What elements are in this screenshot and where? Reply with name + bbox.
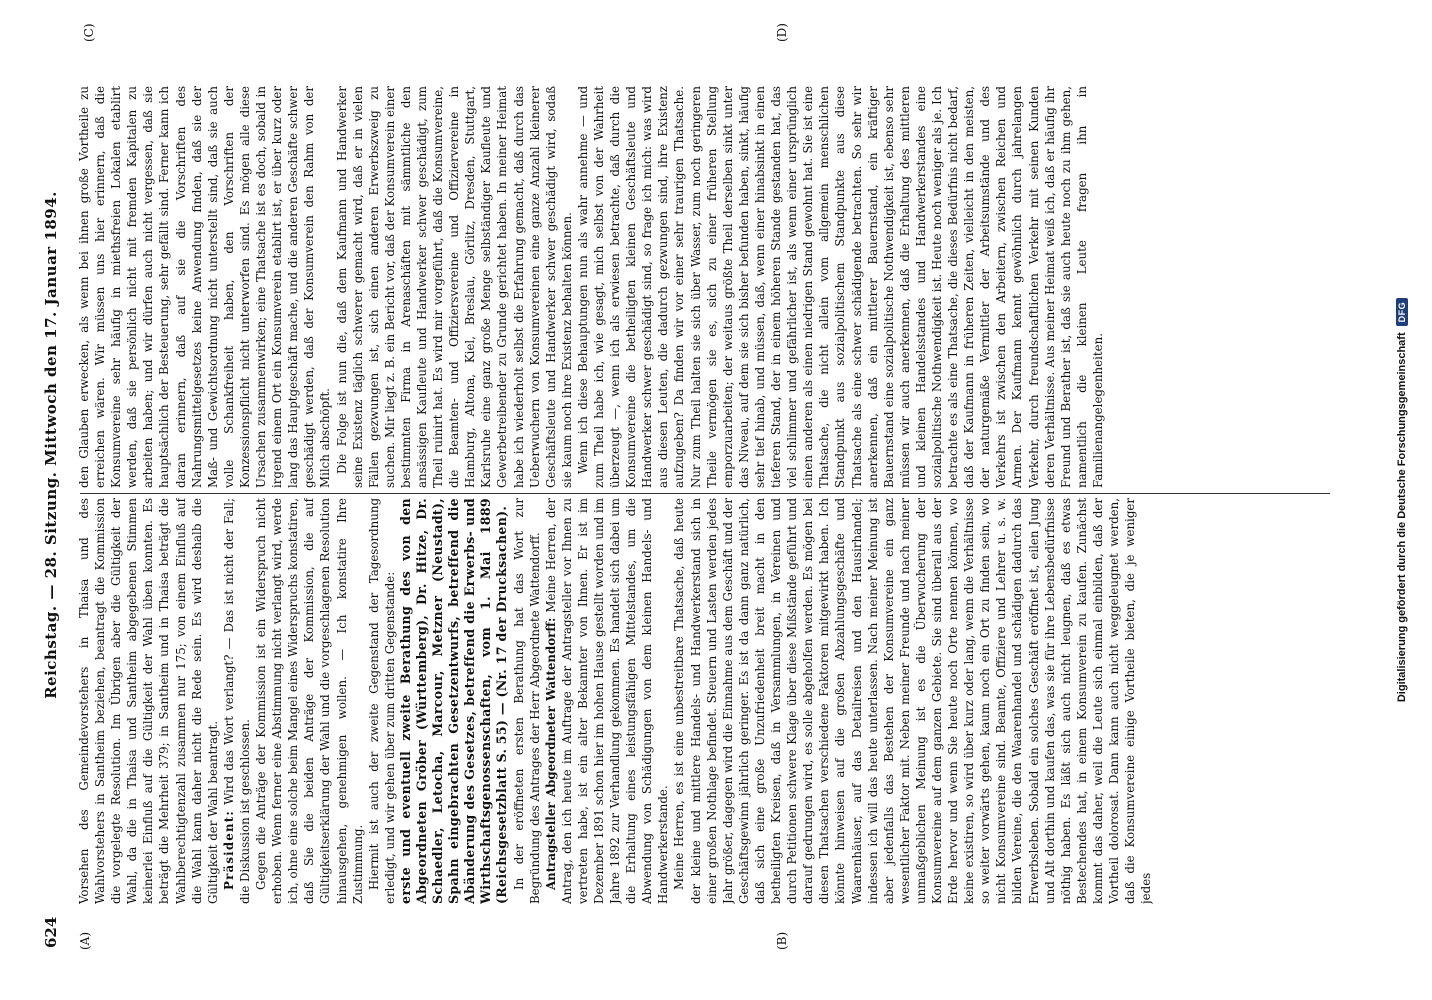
column-divider xyxy=(80,493,1330,494)
speaker-name: Antragsteller Abgeordneter Wattendorff: xyxy=(543,617,558,890)
agenda-item-heading: erste und eventuell zweite Berathung des von den Abgeordneten Gröber (Württemberg), Dr. Hitze, Dr. Schaedler, Letocha, Marcour, Metzner (Neustadt), Spahn eingebrachten Gesetzentwurfs, betreffend die Abänderung des Gesetzes, betreffend die Erwerbs- und Wirthschaftsgenossenschaften, vom 1. Mai 1889 (Reichsgesetzblatt S. 55) — (Nr. 17 der Drucksachen). xyxy=(397,498,510,904)
paragraph xyxy=(543,498,672,904)
paragraph: Hiermit ist auch der zweite Gegenstand der Tagesordnung erledigt, und wir gehen über zum dritten Gegenstande: xyxy=(366,498,397,904)
margin-marker-d: (D) xyxy=(775,23,789,42)
speech-text: Wird das Wort verlangt? — Das ist nicht der Fall; die Diskussion ist geschlossen. xyxy=(221,498,252,904)
speech-text: Meine Herren, der Antrag, den ich heute im Auftrage der Antragsteller vor Ihnen zu vertreten habe, ist ein alter Bekannter von Ihnen. Er ist im Dezember 1891 schon hier im hohen Hause gestellt worden und im Jahre 1892 zur Verhandlung gekommen. Es handelt sich dabei um die Erhaltung eines leistungsfähigen Mittelstandes, um die Abwendung von Schädigungen von dem kleinen Handels- und Handwerkerstande. xyxy=(543,498,671,904)
page-number: 624 xyxy=(42,916,60,948)
paragraph: Vorsehen des Gemeindevorstehers in Thaisa und des Wahlvorstehers in Santheim beziehen, beantragt die Kommission die vorgelegte Resolution. Im Übrigen aber die Gültigkeit der Wahl, da die in Thaisa und Santheim abgegebenen Stimmen keinerlei Einfluß auf die Gültigkeit der Wahl üben konnten. Es beträgt die Mehrheit 379; in Santheim und in Thaisa beträgt die Wahlberechtigtenzahl zusammen nur 175; von einem Einfluß auf die Wahl kann daher nicht die Rede sein. Es wird deshalb die Gültigkeit der Wahl beantragt. xyxy=(77,498,220,904)
margin-marker-c: (C) xyxy=(82,23,96,42)
margin-marker-b: (B) xyxy=(775,931,789,950)
margin-marker-a: (A) xyxy=(78,931,92,950)
paragraph: Meine Herren, es ist eine unbestreitbare Thatsache, daß heute der kleine und mittlere Handels- und Handwerkerstand sich in einer großen Nothlage befindet. Steuern und Lasten werden jedes Jahr größer, dagegen wird die Einnahme aus dem Geschäft und der Geschäftsgewinn jährlich geringer. Es ist da dann ganz natürlich, daß sich eine große Unzufriedenheit breit macht in den betheiligten Kreisen, daß in Versammlungen, in Vereinen und durch Petitionen schwere Klage über diese Mißstände geführt und darauf gedrungen wird, es solle abgeholfen werden. Es mögen bei diesen Thatsachen verschiedene Faktoren mitgewirkt haben. Ich könnte hinweisen auf die großen Abzahlungsgeschäfte und Waarenhäuser, auf das Detailreisen und den Hausirhandel; indessen ich will das heute unterlassen. Nach meiner Meinung ist aber jedenfalls das Bestehen der Konsumvereine ein ganz wesentlicher Faktor mit. Neben meiner Freunde und nach meiner unmaßgeblichen Meinung ist es die Überwucherung der Konsumvereine auf dem ganzen Gebiete. Sie sind überall aus der Erde hervor und wenn Sie heute noch Orte nennen können, wo keine existiren, so wird über kurz oder lang, wenn die Verhältnisse so weiter vorwärts gehen, kaum noch ein Ort zu finden sein, wo nicht Konsumvereine sind. Beamte, Offiziere und Lehrer u. s. w. bilden Vereine, die den Waarenhandel und schädigen dadurch das Erwerbsleben. Sobald ein solches Geschäft eröffnet ist, eilen Jung und Alt dorthin und kaufen das, was sie für ihre Lebensbedürfnisse nöthig haben. Es läßt sich auch nicht leugnen, daß es etwas Bestechendes hat, in einem Konsumverein zu kaufen. Zunächst kommt das daher, weil die Leute sich einmal einbilden, daß der Vortheil dolorosat. Dann kann auch nicht weggeleugnet werden, daß die Konsumvereine einige Vortheile bieten, die je weniger jedes xyxy=(672,498,1154,904)
paragraph: Die Folge ist nun die, daß dem Kaufmann und Handwerker seine Existenz täglich schwerer gemacht wird, daß er in vielen Fällen gezwungen ist, sich einen anderen Erwerbszweig zu suchen. Mir liegt z. B. ein Bericht vor, daß der Konsumverein einer bestimmten Firma in Arenaschäften mit sämmtliche den ansässigen Kaufleute und Handwerker schwer geschädigt, zum Theil ruinirt hat. Es wird mir vorgeführt, daß die Konsumvereine, die Beamten- und Offiziersvereine und Offiziervereine in Hamburg, Altona, Kiel, Breslau, Görlitz, Dresden, Stuttgart, Karlsruhe eine ganz große Menge selbständiger Kaufleute und Gewerbetreibender zu Grunde gerichtet haben. In meiner Heimat habe ich wiederholt selbst die Erfahrung gemacht, daß durch das Ueberwuchern von Konsumvereinen eine ganze Anzahl kleinerer Geschäftsleute und Handwerker schwer geschädigt wird, sodaß sie kaum noch ihre Existenz behalten können. xyxy=(334,86,574,488)
speaker-name: Präsident: xyxy=(221,810,236,890)
left-text-column xyxy=(76,498,1331,904)
paragraph: den Glauben erwecken, als wenn bei ihnen große Vortheile zu erreichen wären. Wir müssen uns hier erinnern, daß die Konsumvereine sehr häufig in miethsfreien Lokalen etablirt werden, daß sie persönlich nicht mit fremden Kapitalen zu arbeiten haben; und wir dürfen auch nicht vergessen, daß sie hauptsächlich der Besteuerung, sehr gefällt sind. Ferner kann ich daran erinnern, daß auf sie die Vorschriften des Nahrungsmittelgesetzes keine Anwendung finden, daß sie der Maß- und Gewichtsordnung nicht unterstellt sind, daß sie auch volle Schankfreiheit haben, den Vorschriften der Konzessionspflicht nicht unterworfen sind. Es mögen alle diese Ursachen zusammenwirken; eine Thatsache ist es doch, sobald in irgend einem Ort ein Konsumverein etablirt ist, er über kurz oder lang das Hauptgeschäft mache, und die anderen Geschäfte schwer geschädigt werden, daß der Konsumverein den Rahm von der Milch abschöpft. xyxy=(77,86,333,488)
paragraph: In der eröffneten ersten Berathung hat das Wort zur Begründung des Antrages der Herr Abgeordnete Wattendorff. xyxy=(511,498,542,904)
dfg-logo: DFG xyxy=(1396,298,1408,327)
paragraph: Wenn ich diese Behauptungen nun als wahr annehme — und zum Theil habe ich, wie gesagt, mich selbst von der Wahrheit überzeugt —, wenn ich als erwiesen betrachte, daß durch die Konsumvereine die betheiligten kleinen Geschäftsleute und Handwerker schwer geschädigt sind, so frage ich mich: was wird aus diesen Leuten, die dadurch gezwungen sind, ihre Existenz aufzugeben? Da finden wir vor einer sehr traurigen Thatsache. Nur zum Theil halten sie sich über Wasser, zum noch geringeren Theile vermögen sie es, sich zu einer früheren Stellung emporzuarbeiten; der weitaus größte Theil derselben sinkt unter das Niveau, auf dem sie sich bisher befunden haben, sinkt, häufig sehr tief hinab, und müssen, daß, wenn einer hinabsinkt in einen tieferen Stand, der in einem höheren Stande gestanden hat, das viel schlimmer und gefährlicher ist, als wenn einer ursprünglich einen anderen als einen niedrigen Stand gewohnt hat. Sie ist eine Thatsache, die nicht allein vom allgemein menschlichen Standpunkt aus sozialpolitischem Standpunkte aus diese Thatsache als eine schwer schädigende betrachten. So sehr wir anerkennen, daß ein mittlerer Bauernstand, ein kräftiger Bauernstand eine sozialpolitische Nothwendigkeit ist, ebenso sehr müssen wir auch anerkennen, daß die Erhaltung des mittleren und kleinen Handelsstandes und Handwerkerstandes eine sozialpolitische Nothwendigkeit ist. Heute noch weniger als je. Ich betrachte es als eine Thatsache, die dieses Bedürfnis nicht bedarf, daß der Kaufmann in früheren Zeiten, vielleicht in den meisten, der naturgemäße Vermittler der Arbeitsumstände und des Verkehrs ist zwischen den Arbeitern, zwischen Reichen und Armen. Der Kaufmann kennt gewöhnlich durch jahrelangen Verkehr, durch freundschaftlichen Verkehr mit seinen Kunden deren Verhältnisse. Aus meiner Heimat weiß ich, daß er häufig ihr Freund und Berather ist, daß sie auch heute noch zu ihm gehen, namentlich die kleinen Leute fragen ihn in Familienangelegenheiten. xyxy=(575,86,1105,488)
paragraph: Gegen die Anträge der Kommission ist ein Widerspruch nicht erhoben. Wenn ferner eine Abstimmung nicht verlangt wird, werde ich, ohne eine solche beim Mangel eines Widerspruchs konstatiren, daß Sie die beiden Anträge der Kommission, die auf Gültigkeitserklärung der Wahl und die vorgeschlagenen Resolution hinausgehen, genehmigen wollen. — Ich konstatire Ihre Zustimmung. xyxy=(254,498,365,904)
page-header xyxy=(40,52,68,948)
right-text-column xyxy=(76,86,1331,488)
footer-credit xyxy=(1396,301,1408,703)
footer-text: Digitalisierung gefördert durch die Deutsche Forschungsgemeinschaft xyxy=(1396,332,1408,703)
paragraph xyxy=(221,498,253,904)
page-title: Reichstag. — 28. Sitzung. Mittwoch den 17. Januar 1894. xyxy=(42,191,60,699)
